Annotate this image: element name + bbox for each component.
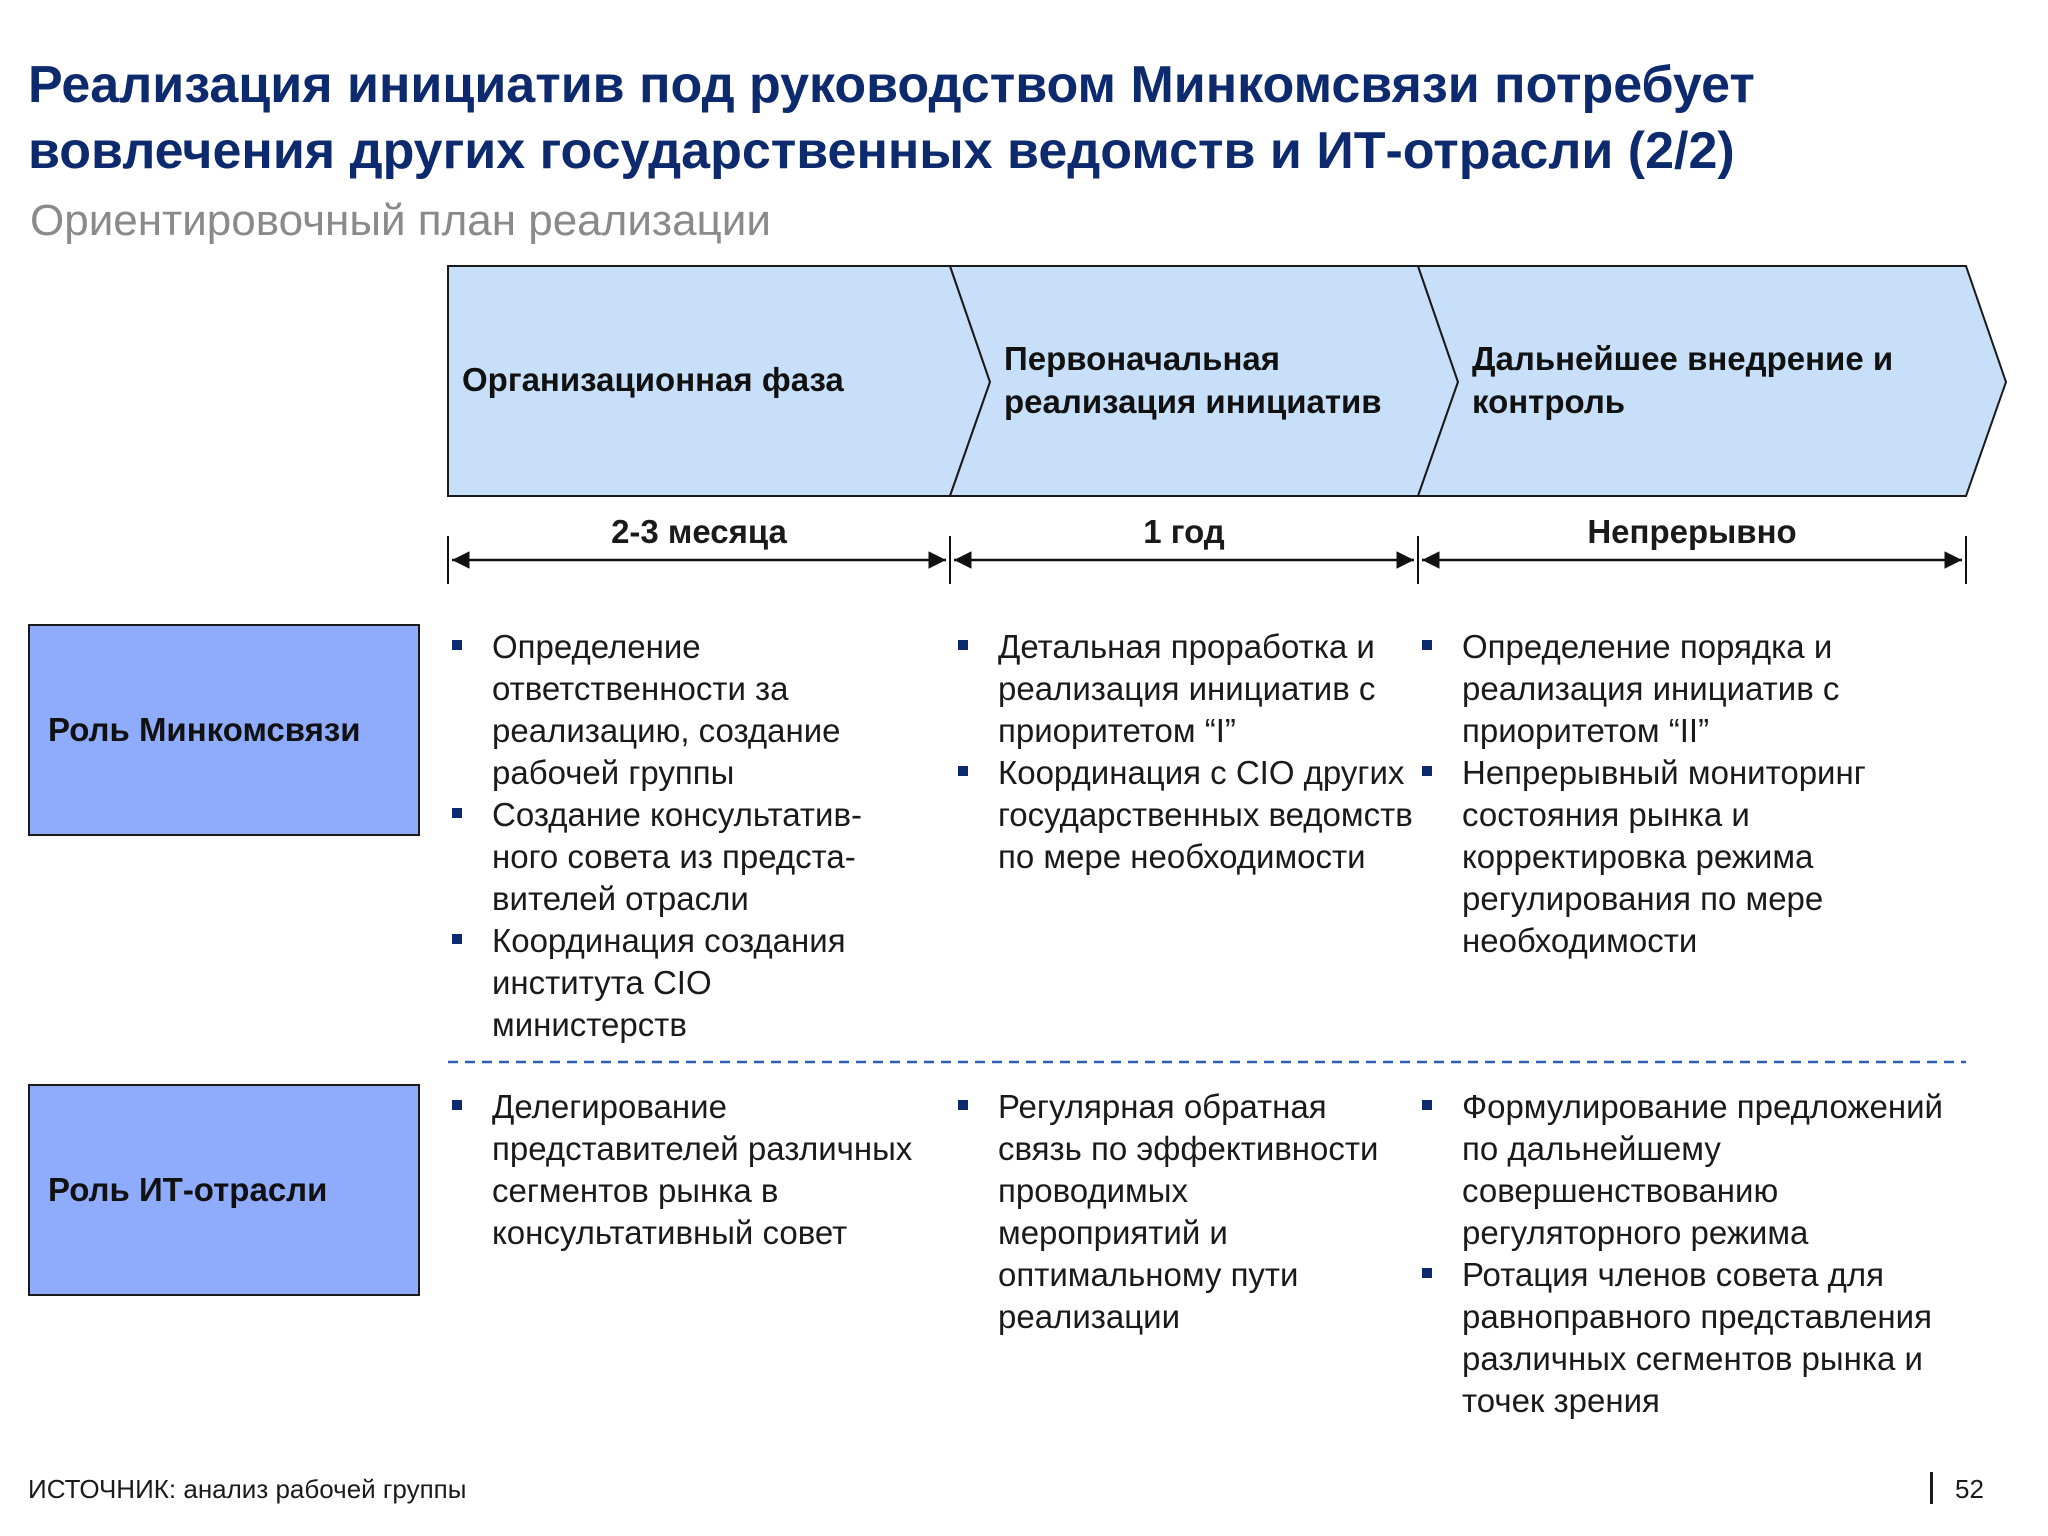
ministry-phase-1-actions xyxy=(448,626,948,1046)
duration-label-3: Непрерывно xyxy=(1587,513,1797,550)
source-note: ИСТОЧНИК: анализ рабочей группы xyxy=(28,1474,467,1504)
it-industry-phase-1-actions xyxy=(448,1086,948,1254)
duration-label-1: 2-3 месяца xyxy=(611,513,787,550)
duration-label-2: 1 год xyxy=(1143,513,1225,550)
role-box-ministry xyxy=(28,624,420,836)
role-label-it-industry: Роль ИТ-отрасли xyxy=(48,1171,328,1208)
list-item: Координация создания института CIO министерств xyxy=(448,920,892,1046)
list-item: Ротация членов совета для равноправного представления различных сегментов рынка и точек зрения xyxy=(1418,1254,1982,1422)
role-label-ministry: Роль Минкомсвязи xyxy=(48,711,361,748)
slide-title: Реализация инициатив под руководством Минкомсвязи потребует вовлечения других государственных ведомств и ИТ-отрасли (2/2) xyxy=(28,56,1755,180)
list-item: Детальная проработка и реализация инициатив с приоритетом “I” xyxy=(954,626,1414,752)
page-number-separator xyxy=(1930,1472,1933,1504)
ministry-phase-3-actions xyxy=(1418,626,1966,962)
it-industry-phase-3-actions xyxy=(1418,1086,1978,1422)
list-item: Определение ответственности за реализацию, создание рабочей группы xyxy=(448,626,912,794)
list-item: Формулирование предложений по дальнейшему совершенствованию регуляторного режима xyxy=(1418,1086,1978,1254)
list-item: Непрерывный мониторинг состояния рынка и корректировка режима регулирования по мере необходимости xyxy=(1418,752,1922,962)
list-item: Определение порядка и реализация инициатив с приоритетом “II” xyxy=(1418,626,1882,752)
page-number: 52 xyxy=(1955,1474,1984,1504)
phase-label-3: Дальнейшее внедрение и контроль xyxy=(1472,340,1894,420)
list-item: Регулярная обратная связь по эффективности проводимых мероприятий и оптимальному пути реализации xyxy=(954,1086,1388,1338)
list-item: Создание консультатив-ного совета из предста-вителей отрасли xyxy=(448,794,892,920)
phase-label-1: Организационная фаза xyxy=(462,361,844,398)
slide-subtitle: Ориентировочный план реализации xyxy=(30,196,771,245)
phase-label-2: Первоначальная реализация инициатив xyxy=(1004,340,1382,420)
ministry-phase-2-actions xyxy=(954,626,1414,878)
list-item: Координация с CIO других государственных ведомств по мере необходимости xyxy=(954,752,1414,878)
list-item: Делегирование представителей различных сегментов рынка в консультативный совет xyxy=(448,1086,948,1254)
it-industry-phase-2-actions xyxy=(954,1086,1414,1338)
role-box-it-industry xyxy=(28,1084,420,1296)
